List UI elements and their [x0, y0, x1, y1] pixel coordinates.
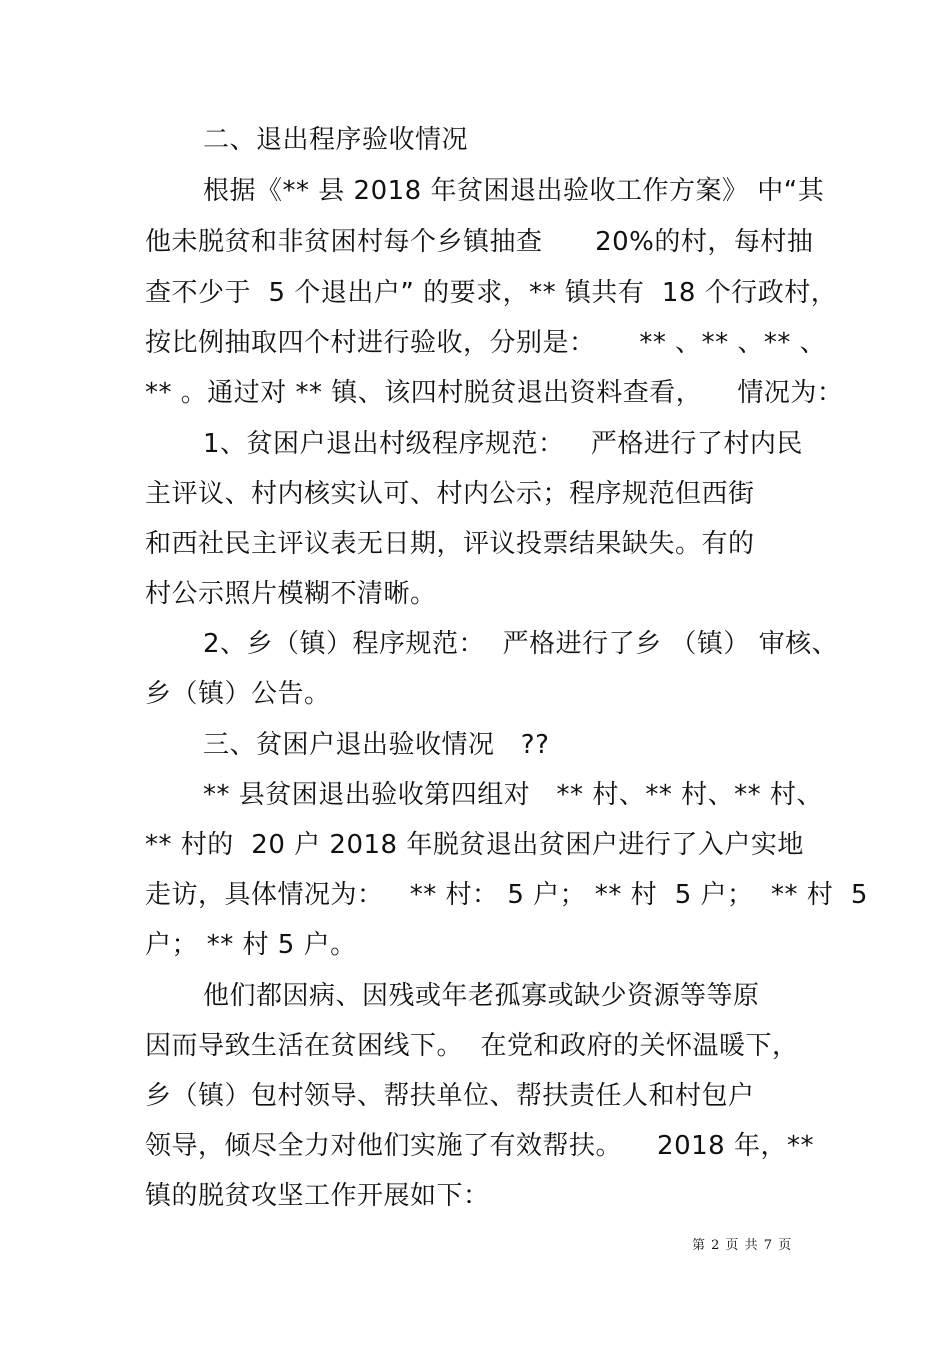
paragraph-line: 乡（镇）公告。	[145, 679, 331, 709]
paragraph-line: 因而导致生活在贫困线下。 在党和政府的关怀温暖下，	[145, 1031, 799, 1061]
paragraph-line: 根据《** 县 2018 年贫困退出验收工作方案》 中“其	[203, 176, 825, 206]
paragraph-line: 按比例抽取四个村进行验收，分别是： ** 、** 、** 、	[145, 328, 827, 358]
paragraph-line: 镇的脱贫攻坚工作开展如下：	[145, 1181, 490, 1211]
paragraph-line: 主评议、村内核实认可、村内公示；程序规范但西街	[145, 479, 755, 509]
paragraph-line: 走访，具体情况为： ** 村： 5 户； ** 村 5 户； ** 村 5	[145, 880, 868, 910]
section-heading-3: 三、贫困户退出验收情况 ??	[203, 730, 550, 760]
paragraph-line: ** 村的 20 户 2018 年脱贫退出贫困户进行了入户实地	[145, 830, 804, 860]
paragraph-line: 户； ** 村 5 户。	[145, 930, 357, 960]
paragraph-line: ** 县贫困退出验收第四组对 ** 村、** 村、** 村、	[203, 780, 823, 810]
section-heading-2: 二、退出程序验收情况	[203, 125, 469, 155]
paragraph-line: ** 。通过对 ** 镇、该四村脱贫退出资料查看， 情况为：	[145, 378, 844, 408]
page-footer: 第 2 页 共 7 页	[692, 1238, 793, 1253]
paragraph-line: 领导，倾尽全力对他们实施了有效帮扶。 2018 年，**	[145, 1131, 814, 1161]
paragraph-line: 乡（镇）包村领导、帮扶单位、帮扶责任人和村包户	[145, 1081, 755, 1111]
paragraph-line: 村公示照片模糊不清晰。	[145, 579, 437, 609]
paragraph-line: 2、乡（镇）程序规范： 严格进行了乡 （镇） 审核、	[203, 629, 839, 659]
paragraph-line: 他未脱贫和非贫困村每个乡镇抽查 20%的村，每村抽	[145, 227, 814, 257]
paragraph-line: 查不少于 5 个退出户” 的要求，** 镇共有 18 个行政村，	[145, 278, 838, 308]
paragraph-line: 他们都因病、因残或年老孤寡或缺少资源等等原	[203, 981, 760, 1011]
paragraph-line: 和西社民主评议表无日期，评议投票结果缺失。有的	[145, 529, 755, 559]
paragraph-line: 1、贫困户退出村级程序规范： 严格进行了村内民	[203, 429, 803, 459]
